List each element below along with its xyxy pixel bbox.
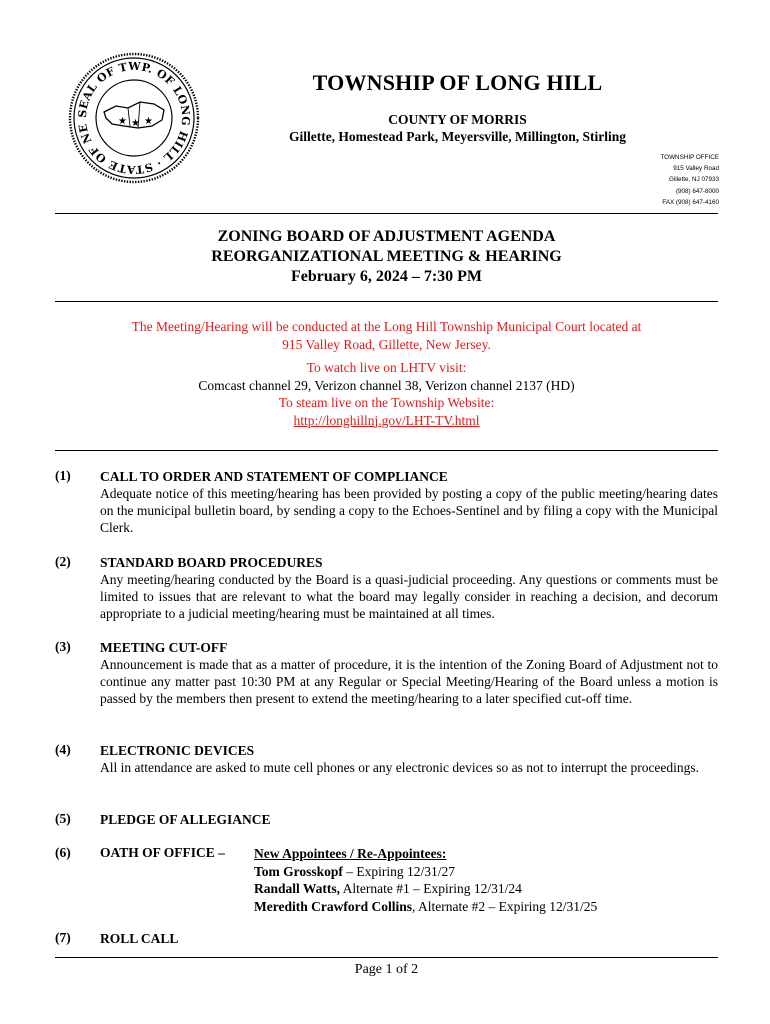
- agenda-heading: [55, 227, 718, 287]
- svg-text:★: ★: [144, 116, 153, 127]
- channels-line: Comcast channel 29, Verizon channel 38, Verizon channel 2137 (HD): [198, 377, 575, 393]
- item-body: All in attendance are asked to mute cell phones or any electronic devices so as not to interrupt the proceedings.: [100, 760, 700, 775]
- item-number: (3): [55, 639, 71, 654]
- item-title: PLEDGE OF ALLEGIANCE: [100, 812, 271, 827]
- appointee-name: Randall Watts,: [254, 881, 341, 896]
- appointee-term: Alternate #1 – Expiring 12/31/24: [340, 881, 522, 896]
- agenda-divider: [55, 301, 718, 302]
- appointee-name: Tom Grosskopf: [254, 863, 343, 879]
- item-number: (4): [55, 742, 71, 757]
- page-number: Page 1 of 2: [354, 962, 419, 977]
- stream-line: To steam live on the Township Website:: [278, 395, 495, 410]
- agenda-title: ZONING BOARD OF ADJUSTMENT AGENDA: [217, 228, 556, 245]
- township-office-address: [660, 152, 719, 208]
- county-name: COUNTY OF MORRIS: [388, 112, 527, 127]
- office-fax: FAX (908) 647-4160: [662, 198, 719, 206]
- office-city: Gillette, NJ 07933: [668, 176, 719, 184]
- agenda-subtitle: REORGANIZATIONAL MEETING & HEARING: [211, 248, 562, 265]
- item-number: (6): [55, 845, 71, 860]
- watch-lhtv-line: To watch live on LHTV visit:: [306, 360, 467, 375]
- appointee-row: [254, 863, 597, 881]
- appointee-list: [254, 845, 597, 915]
- item-body: Announcement is made that as a matter of procedure, it is the intention of the Zoning Board of Adjustment not to continue any matter past 10:30 PM at any Regular or Special Meeting/Hearing of the Board unless a motion is passed by the members then present to extend the meeting/hearing to a later specified cut-off time.: [100, 657, 718, 706]
- footer-divider: [55, 957, 718, 958]
- appointee-term: , Alternate #2 – Expiring 12/31/25: [412, 898, 598, 914]
- location-line-2: 915 Valley Road, Gillette, New Jersey.: [282, 336, 491, 352]
- office-label: TOWNSHIP OFFICE: [660, 154, 719, 161]
- lhtv-link[interactable]: http://longhillnj.gov/LHT-TV.html: [293, 412, 480, 428]
- item-title: OATH OF OFFICE –: [100, 845, 225, 860]
- item-title: MEETING CUT-OFF: [100, 640, 228, 655]
- community-list: Gillette, Homestead Park, Meyersville, Millington, Stirling: [288, 129, 627, 144]
- meeting-notice: [55, 318, 718, 429]
- item-number: (5): [55, 811, 71, 826]
- item-number: (7): [55, 930, 71, 945]
- township-seal: [68, 52, 200, 184]
- item-body: Adequate notice of this meeting/hearing has been provided by posting a copy of the public meeting/hearing dates on the municipal bulletin board, by sending a copy to the Echoes-Sentinel and by filing a copy with the Municipal Clerk.: [100, 486, 718, 535]
- item-number: (1): [55, 468, 71, 483]
- item-title: ROLL CALL: [100, 931, 179, 946]
- appointee-row: [254, 880, 597, 898]
- header-divider: [55, 213, 718, 214]
- township-title: TOWNSHIP OF LONG HILL: [312, 70, 603, 95]
- notice-divider: [55, 450, 718, 451]
- item-title: CALL TO ORDER AND STATEMENT OF COMPLIANCE: [100, 469, 448, 484]
- appointee-term: – Expiring 12/31/27: [342, 863, 456, 879]
- item-title: ELECTRONIC DEVICES: [100, 743, 255, 758]
- agenda-date: February 6, 2024 – 7:30 PM: [290, 268, 483, 285]
- seal-icon: [68, 52, 200, 184]
- seal-text: SEAL OF TWP. OF LONG HILL · STATE OF NE: [75, 59, 193, 177]
- appointee-name: Meredith Crawford Collins: [254, 898, 412, 914]
- item-body: Any meeting/hearing conducted by the Board is a quasi-judicial proceeding. Any questions or comments must be limited to issues that are relevant to what the board may legally consider in reaching a decision, and decorum appropriate to a judicial meeting/hearing must be maintained at all times.: [100, 572, 718, 621]
- location-line-1: The Meeting/Hearing will be conducted at the Long Hill Township Municipal Court located at: [131, 319, 642, 334]
- item-title: STANDARD BOARD PROCEDURES: [100, 555, 323, 570]
- appointee-subhead: New Appointees / Re-Appointees:: [254, 846, 447, 861]
- office-phone: (908) 647-8000: [675, 187, 719, 195]
- svg-text:★: ★: [118, 116, 127, 127]
- svg-text:SEAL OF TWP. OF LONG HILL · ST: [68, 52, 192, 176]
- item-number: (2): [55, 554, 71, 569]
- svg-text:★: ★: [131, 118, 140, 129]
- appointee-row: [254, 898, 597, 916]
- office-street: 915 Valley Road: [673, 165, 719, 173]
